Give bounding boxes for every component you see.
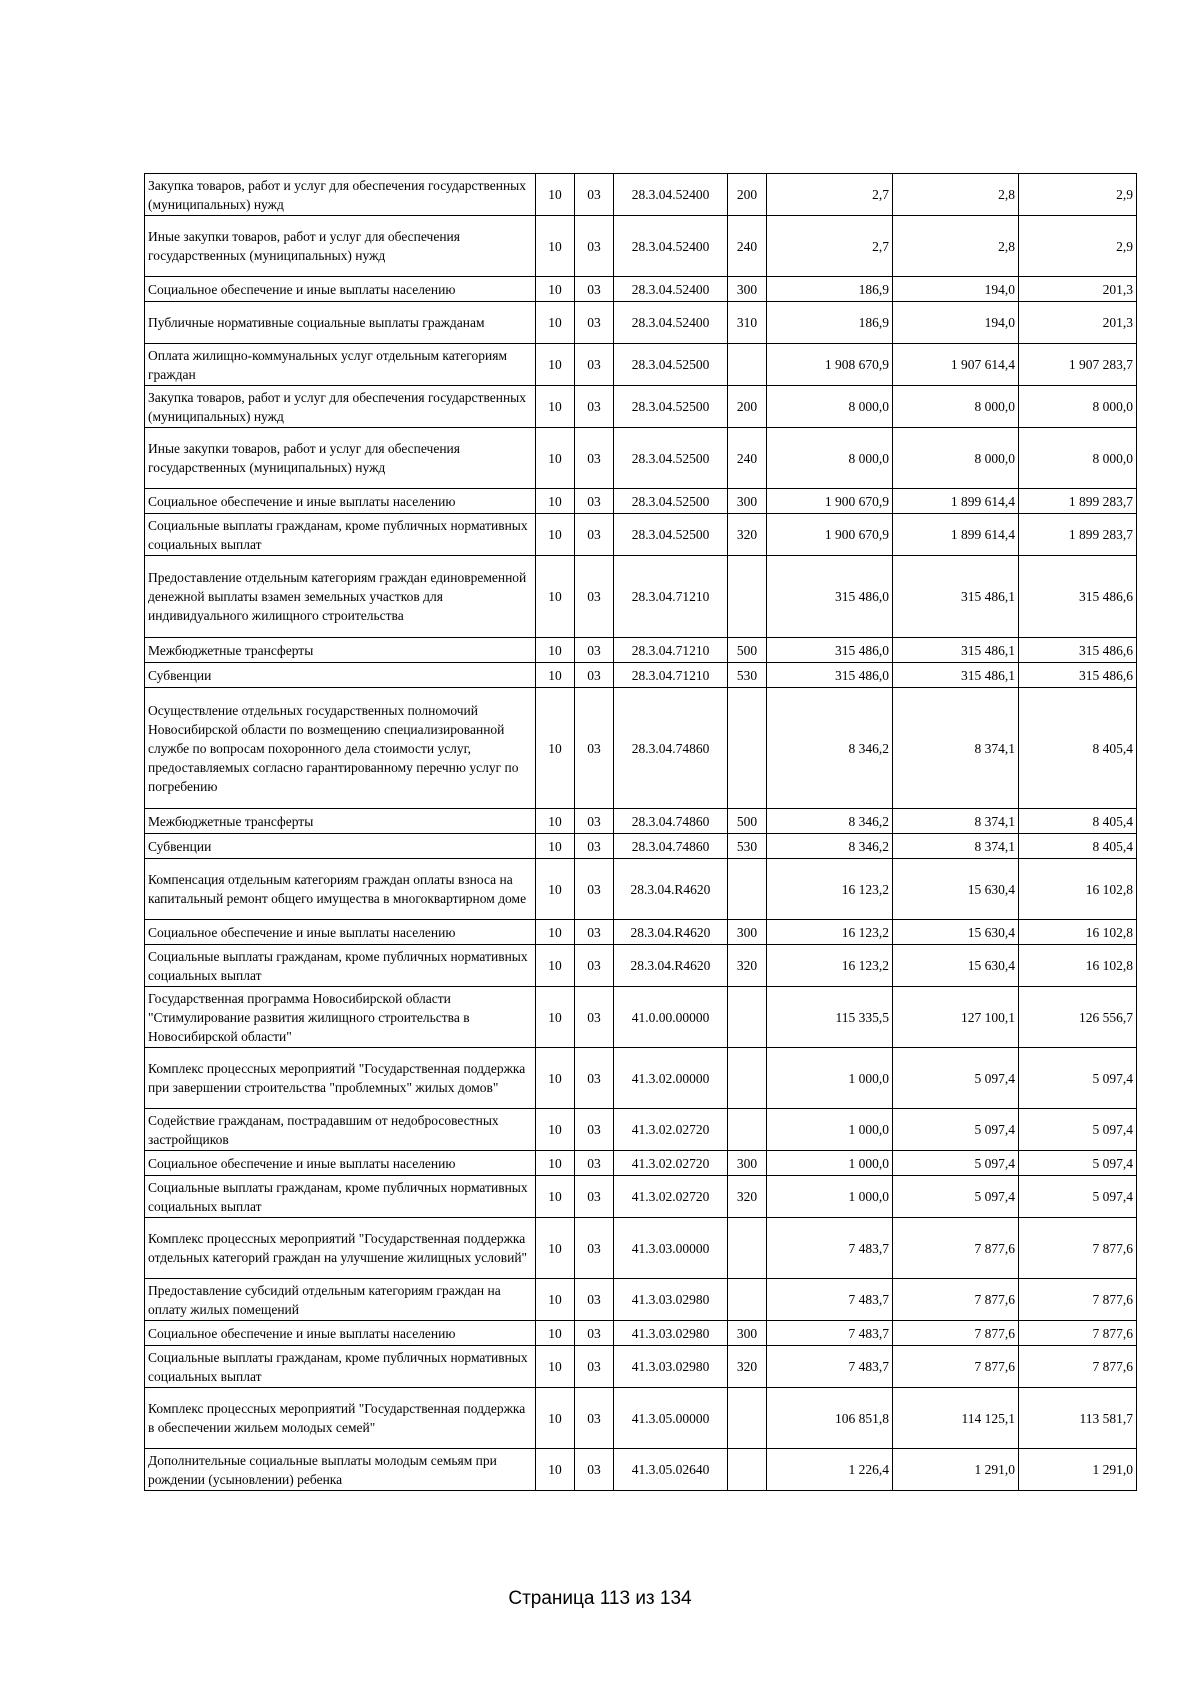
row-expense-type (728, 688, 767, 809)
table-row (145, 1109, 1137, 1151)
row-target-article: 28.3.04.74860 (614, 809, 728, 834)
row-amount-year-2: 5 097,4 (893, 1176, 1019, 1218)
row-name: Закупка товаров, работ и услуг для обеспечения государственных (муниципальных) нужд (145, 386, 536, 428)
row-amount-year-1: 1 900 670,9 (767, 489, 893, 514)
row-subsection-code: 03 (575, 1346, 614, 1388)
row-amount-year-2: 7 877,6 (893, 1346, 1019, 1388)
table-row (145, 428, 1137, 489)
row-expense-type (728, 344, 767, 386)
row-amount-year-2: 194,0 (893, 302, 1019, 344)
row-subsection-code: 03 (575, 987, 614, 1048)
row-section-code: 10 (536, 1151, 575, 1176)
row-expense-type: 300 (728, 920, 767, 945)
table-row (145, 556, 1137, 638)
row-amount-year-2: 2,8 (893, 174, 1019, 216)
row-amount-year-2: 114 125,1 (893, 1388, 1019, 1449)
row-name: Социальные выплаты гражданам, кроме публичных нормативных социальных выплат (145, 1346, 536, 1388)
row-target-article: 41.3.05.02640 (614, 1449, 728, 1491)
table-row (145, 663, 1137, 688)
row-name: Субвенции (145, 663, 536, 688)
row-amount-year-2: 1 907 614,4 (893, 344, 1019, 386)
row-amount-year-3: 16 102,8 (1019, 945, 1137, 987)
row-amount-year-2: 8 374,1 (893, 809, 1019, 834)
row-subsection-code: 03 (575, 277, 614, 302)
row-subsection-code: 03 (575, 344, 614, 386)
row-amount-year-1: 1 908 670,9 (767, 344, 893, 386)
row-target-article: 28.3.04.R4620 (614, 945, 728, 987)
row-amount-year-2: 1 291,0 (893, 1449, 1019, 1491)
row-section-code: 10 (536, 859, 575, 920)
row-section-code: 10 (536, 663, 575, 688)
row-target-article: 41.0.00.00000 (614, 987, 728, 1048)
row-amount-year-1: 1 000,0 (767, 1048, 893, 1109)
row-subsection-code: 03 (575, 663, 614, 688)
row-amount-year-3: 1 291,0 (1019, 1449, 1137, 1491)
row-expense-type: 300 (728, 1321, 767, 1346)
row-name: Социальное обеспечение и иные выплаты населению (145, 920, 536, 945)
row-section-code: 10 (536, 344, 575, 386)
row-amount-year-3: 16 102,8 (1019, 920, 1137, 945)
row-amount-year-1: 106 851,8 (767, 1388, 893, 1449)
row-section-code: 10 (536, 1176, 575, 1218)
row-subsection-code: 03 (575, 514, 614, 556)
row-amount-year-1: 115 335,5 (767, 987, 893, 1048)
row-subsection-code: 03 (575, 1279, 614, 1321)
row-subsection-code: 03 (575, 1449, 614, 1491)
row-target-article: 28.3.04.52400 (614, 216, 728, 277)
row-amount-year-1: 1 000,0 (767, 1176, 893, 1218)
row-amount-year-2: 7 877,6 (893, 1321, 1019, 1346)
row-target-article: 41.3.03.02980 (614, 1346, 728, 1388)
row-amount-year-3: 8 405,4 (1019, 688, 1137, 809)
row-name: Социальные выплаты гражданам, кроме публичных нормативных социальных выплат (145, 945, 536, 987)
row-subsection-code: 03 (575, 945, 614, 987)
row-amount-year-2: 1 899 614,4 (893, 514, 1019, 556)
row-subsection-code: 03 (575, 1048, 614, 1109)
row-amount-year-2: 194,0 (893, 277, 1019, 302)
row-amount-year-2: 2,8 (893, 216, 1019, 277)
row-target-article: 28.3.04.52500 (614, 514, 728, 556)
row-amount-year-2: 5 097,4 (893, 1109, 1019, 1151)
row-amount-year-2: 15 630,4 (893, 945, 1019, 987)
table-row (145, 809, 1137, 834)
row-amount-year-3: 315 486,6 (1019, 556, 1137, 638)
row-subsection-code: 03 (575, 386, 614, 428)
row-amount-year-1: 2,7 (767, 174, 893, 216)
row-amount-year-1: 186,9 (767, 277, 893, 302)
row-amount-year-3: 2,9 (1019, 216, 1137, 277)
table-row (145, 174, 1137, 216)
row-amount-year-3: 315 486,6 (1019, 663, 1137, 688)
row-amount-year-1: 7 483,7 (767, 1346, 893, 1388)
row-amount-year-1: 315 486,0 (767, 663, 893, 688)
row-name: Социальное обеспечение и иные выплаты населению (145, 1321, 536, 1346)
row-name: Субвенции (145, 834, 536, 859)
row-amount-year-3: 8 405,4 (1019, 834, 1137, 859)
row-amount-year-1: 8 346,2 (767, 834, 893, 859)
budget-table (144, 173, 1137, 1491)
row-amount-year-3: 1 907 283,7 (1019, 344, 1137, 386)
row-name: Содействие гражданам, пострадавшим от недобросовестных застройщиков (145, 1109, 536, 1151)
row-amount-year-1: 16 123,2 (767, 859, 893, 920)
row-name: Оплата жилищно-коммунальных услуг отдельным категориям граждан (145, 344, 536, 386)
row-section-code: 10 (536, 945, 575, 987)
row-amount-year-3: 315 486,6 (1019, 638, 1137, 663)
row-expense-type: 530 (728, 834, 767, 859)
row-section-code: 10 (536, 277, 575, 302)
row-section-code: 10 (536, 920, 575, 945)
row-subsection-code: 03 (575, 688, 614, 809)
row-amount-year-3: 126 556,7 (1019, 987, 1137, 1048)
row-target-article: 28.3.04.74860 (614, 834, 728, 859)
row-expense-type: 240 (728, 216, 767, 277)
row-section-code: 10 (536, 489, 575, 514)
row-expense-type: 500 (728, 638, 767, 663)
row-amount-year-1: 7 483,7 (767, 1321, 893, 1346)
row-name: Иные закупки товаров, работ и услуг для обеспечения государственных (муниципальных) нужд (145, 428, 536, 489)
row-section-code: 10 (536, 638, 575, 663)
row-name: Публичные нормативные социальные выплаты гражданам (145, 302, 536, 344)
table-row (145, 216, 1137, 277)
row-target-article: 28.3.04.52500 (614, 489, 728, 514)
row-name: Комплекс процессных мероприятий "Государственная поддержка отдельных категорий граждан на улучшение жилищных условий" (145, 1218, 536, 1279)
row-amount-year-1: 186,9 (767, 302, 893, 344)
budget-table-body (145, 174, 1137, 1491)
row-target-article: 41.3.03.02980 (614, 1321, 728, 1346)
row-section-code: 10 (536, 809, 575, 834)
row-amount-year-1: 7 483,7 (767, 1218, 893, 1279)
row-subsection-code: 03 (575, 809, 614, 834)
table-row (145, 1321, 1137, 1346)
row-amount-year-2: 8 374,1 (893, 688, 1019, 809)
row-amount-year-1: 8 000,0 (767, 386, 893, 428)
row-expense-type: 320 (728, 1176, 767, 1218)
row-target-article: 28.3.04.52400 (614, 302, 728, 344)
row-amount-year-1: 8 000,0 (767, 428, 893, 489)
row-expense-type: 500 (728, 809, 767, 834)
row-expense-type: 320 (728, 1346, 767, 1388)
row-expense-type: 200 (728, 174, 767, 216)
row-subsection-code: 03 (575, 1151, 614, 1176)
row-section-code: 10 (536, 514, 575, 556)
row-expense-type: 530 (728, 663, 767, 688)
row-target-article: 41.3.02.02720 (614, 1109, 728, 1151)
row-section-code: 10 (536, 216, 575, 277)
row-amount-year-3: 5 097,4 (1019, 1048, 1137, 1109)
row-name: Государственная программа Новосибирской области "Стимулирование развития жилищного строительства в Новосибирской области" (145, 987, 536, 1048)
row-target-article: 28.3.04.R4620 (614, 920, 728, 945)
row-expense-type (728, 1449, 767, 1491)
table-row (145, 514, 1137, 556)
table-row (145, 1449, 1137, 1491)
table-row (145, 489, 1137, 514)
row-amount-year-2: 315 486,1 (893, 638, 1019, 663)
table-row (145, 1176, 1137, 1218)
row-amount-year-3: 7 877,6 (1019, 1346, 1137, 1388)
row-name: Компенсация отдельным категориям граждан оплаты взноса на капитальный ремонт общего имущества в многоквартирном доме (145, 859, 536, 920)
row-expense-type: 300 (728, 277, 767, 302)
row-target-article: 41.3.05.00000 (614, 1388, 728, 1449)
row-target-article: 28.3.04.71210 (614, 556, 728, 638)
table-row (145, 277, 1137, 302)
row-section-code: 10 (536, 1449, 575, 1491)
row-section-code: 10 (536, 1346, 575, 1388)
row-amount-year-1: 16 123,2 (767, 945, 893, 987)
row-name: Предоставление отдельным категориям граждан единовременной денежной выплаты взамен земельных участков для индивидуального жилищного строительства (145, 556, 536, 638)
row-target-article: 28.3.04.52400 (614, 277, 728, 302)
row-amount-year-3: 2,9 (1019, 174, 1137, 216)
row-subsection-code: 03 (575, 859, 614, 920)
row-section-code: 10 (536, 1321, 575, 1346)
table-row (145, 1048, 1137, 1109)
row-amount-year-2: 8 374,1 (893, 834, 1019, 859)
row-expense-type: 200 (728, 386, 767, 428)
row-expense-type: 240 (728, 428, 767, 489)
row-subsection-code: 03 (575, 834, 614, 859)
table-row (145, 302, 1137, 344)
row-target-article: 28.3.04.52500 (614, 428, 728, 489)
row-amount-year-2: 315 486,1 (893, 663, 1019, 688)
row-amount-year-2: 5 097,4 (893, 1151, 1019, 1176)
row-amount-year-1: 1 000,0 (767, 1109, 893, 1151)
row-target-article: 41.3.03.02980 (614, 1279, 728, 1321)
row-section-code: 10 (536, 1048, 575, 1109)
row-expense-type (728, 1279, 767, 1321)
row-expense-type: 320 (728, 514, 767, 556)
row-section-code: 10 (536, 1388, 575, 1449)
row-amount-year-1: 7 483,7 (767, 1279, 893, 1321)
row-expense-type (728, 556, 767, 638)
table-row (145, 945, 1137, 987)
row-section-code: 10 (536, 1218, 575, 1279)
row-section-code: 10 (536, 174, 575, 216)
table-row (145, 1388, 1137, 1449)
row-subsection-code: 03 (575, 1218, 614, 1279)
row-subsection-code: 03 (575, 1388, 614, 1449)
table-row (145, 1151, 1137, 1176)
row-name: Социальные выплаты гражданам, кроме публичных нормативных социальных выплат (145, 1176, 536, 1218)
row-subsection-code: 03 (575, 216, 614, 277)
row-section-code: 10 (536, 428, 575, 489)
row-expense-type: 320 (728, 945, 767, 987)
table-row (145, 344, 1137, 386)
row-expense-type (728, 987, 767, 1048)
row-name: Межбюджетные трансферты (145, 809, 536, 834)
row-amount-year-3: 5 097,4 (1019, 1176, 1137, 1218)
row-subsection-code: 03 (575, 489, 614, 514)
table-row (145, 386, 1137, 428)
page-number: Страница 113 из 134 (508, 1588, 692, 1609)
row-name: Дополнительные социальные выплаты молодым семьям при рождении (усыновлении) ребенка (145, 1449, 536, 1491)
row-amount-year-1: 16 123,2 (767, 920, 893, 945)
table-row (145, 859, 1137, 920)
row-section-code: 10 (536, 302, 575, 344)
row-name: Социальные выплаты гражданам, кроме публичных нормативных социальных выплат (145, 514, 536, 556)
row-amount-year-3: 16 102,8 (1019, 859, 1137, 920)
row-section-code: 10 (536, 1279, 575, 1321)
row-name: Социальное обеспечение и иные выплаты населению (145, 1151, 536, 1176)
row-section-code: 10 (536, 386, 575, 428)
row-subsection-code: 03 (575, 1176, 614, 1218)
row-subsection-code: 03 (575, 638, 614, 663)
table-row (145, 834, 1137, 859)
row-amount-year-2: 8 000,0 (893, 428, 1019, 489)
row-amount-year-2: 127 100,1 (893, 987, 1019, 1048)
table-row (145, 987, 1137, 1048)
row-amount-year-1: 315 486,0 (767, 556, 893, 638)
table-row (145, 920, 1137, 945)
row-target-article: 41.3.02.00000 (614, 1048, 728, 1109)
row-name: Социальное обеспечение и иные выплаты населению (145, 277, 536, 302)
row-name: Межбюджетные трансферты (145, 638, 536, 663)
row-amount-year-2: 7 877,6 (893, 1218, 1019, 1279)
row-section-code: 10 (536, 834, 575, 859)
row-target-article: 28.3.04.71210 (614, 638, 728, 663)
row-target-article: 28.3.04.52400 (614, 174, 728, 216)
row-amount-year-2: 315 486,1 (893, 556, 1019, 638)
row-target-article: 28.3.04.R4620 (614, 859, 728, 920)
row-amount-year-3: 1 899 283,7 (1019, 489, 1137, 514)
row-subsection-code: 03 (575, 174, 614, 216)
table-row (145, 1279, 1137, 1321)
table-row (145, 1346, 1137, 1388)
row-name: Закупка товаров, работ и услуг для обеспечения государственных (муниципальных) нужд (145, 174, 536, 216)
row-section-code: 10 (536, 1109, 575, 1151)
row-expense-type (728, 1218, 767, 1279)
row-target-article: 41.3.02.02720 (614, 1151, 728, 1176)
row-target-article: 28.3.04.71210 (614, 663, 728, 688)
row-expense-type (728, 1109, 767, 1151)
row-expense-type: 300 (728, 489, 767, 514)
row-amount-year-3: 201,3 (1019, 302, 1137, 344)
row-amount-year-1: 1 226,4 (767, 1449, 893, 1491)
row-subsection-code: 03 (575, 302, 614, 344)
row-amount-year-3: 1 899 283,7 (1019, 514, 1137, 556)
row-target-article: 41.3.03.00000 (614, 1218, 728, 1279)
row-expense-type: 310 (728, 302, 767, 344)
row-subsection-code: 03 (575, 1109, 614, 1151)
row-amount-year-3: 7 877,6 (1019, 1321, 1137, 1346)
row-amount-year-2: 15 630,4 (893, 859, 1019, 920)
row-name: Комплекс процессных мероприятий "Государственная поддержка при завершении строительства "проблемных" жилых домов" (145, 1048, 536, 1109)
row-target-article: 41.3.02.02720 (614, 1176, 728, 1218)
row-amount-year-3: 8 000,0 (1019, 428, 1137, 489)
row-amount-year-3: 8 000,0 (1019, 386, 1137, 428)
row-amount-year-3: 7 877,6 (1019, 1218, 1137, 1279)
row-expense-type (728, 859, 767, 920)
row-amount-year-1: 8 346,2 (767, 688, 893, 809)
row-section-code: 10 (536, 556, 575, 638)
row-section-code: 10 (536, 688, 575, 809)
row-amount-year-1: 2,7 (767, 216, 893, 277)
row-expense-type: 300 (728, 1151, 767, 1176)
row-expense-type (728, 1048, 767, 1109)
row-amount-year-2: 7 877,6 (893, 1279, 1019, 1321)
row-subsection-code: 03 (575, 556, 614, 638)
row-name: Осуществление отдельных государственных полномочий Новосибирской области по возмещению специализированной службе по вопросам похоронного дела стоимости услуг, предоставляемых согласно гарантированному перечню услуг по погребению (145, 688, 536, 809)
row-amount-year-2: 5 097,4 (893, 1048, 1019, 1109)
row-subsection-code: 03 (575, 1321, 614, 1346)
row-name: Предоставление субсидий отдельным категориям граждан на оплату жилых помещений (145, 1279, 536, 1321)
table-row (145, 638, 1137, 663)
table-row (145, 688, 1137, 809)
row-amount-year-3: 8 405,4 (1019, 809, 1137, 834)
row-name: Комплекс процессных мероприятий "Государственная поддержка в обеспечении жильем молодых семей" (145, 1388, 536, 1449)
table-row (145, 1218, 1137, 1279)
row-amount-year-2: 1 899 614,4 (893, 489, 1019, 514)
row-amount-year-3: 113 581,7 (1019, 1388, 1137, 1449)
row-subsection-code: 03 (575, 920, 614, 945)
row-amount-year-1: 1 000,0 (767, 1151, 893, 1176)
row-target-article: 28.3.04.52500 (614, 344, 728, 386)
row-amount-year-3: 7 877,6 (1019, 1279, 1137, 1321)
row-target-article: 28.3.04.52500 (614, 386, 728, 428)
row-target-article: 28.3.04.74860 (614, 688, 728, 809)
row-name: Иные закупки товаров, работ и услуг для обеспечения государственных (муниципальных) нужд (145, 216, 536, 277)
row-amount-year-2: 8 000,0 (893, 386, 1019, 428)
row-name: Социальное обеспечение и иные выплаты населению (145, 489, 536, 514)
row-subsection-code: 03 (575, 428, 614, 489)
row-amount-year-3: 201,3 (1019, 277, 1137, 302)
row-expense-type (728, 1388, 767, 1449)
row-amount-year-1: 8 346,2 (767, 809, 893, 834)
row-amount-year-2: 15 630,4 (893, 920, 1019, 945)
row-amount-year-3: 5 097,4 (1019, 1109, 1137, 1151)
row-section-code: 10 (536, 987, 575, 1048)
row-amount-year-3: 5 097,4 (1019, 1151, 1137, 1176)
row-amount-year-1: 1 900 670,9 (767, 514, 893, 556)
row-amount-year-1: 315 486,0 (767, 638, 893, 663)
